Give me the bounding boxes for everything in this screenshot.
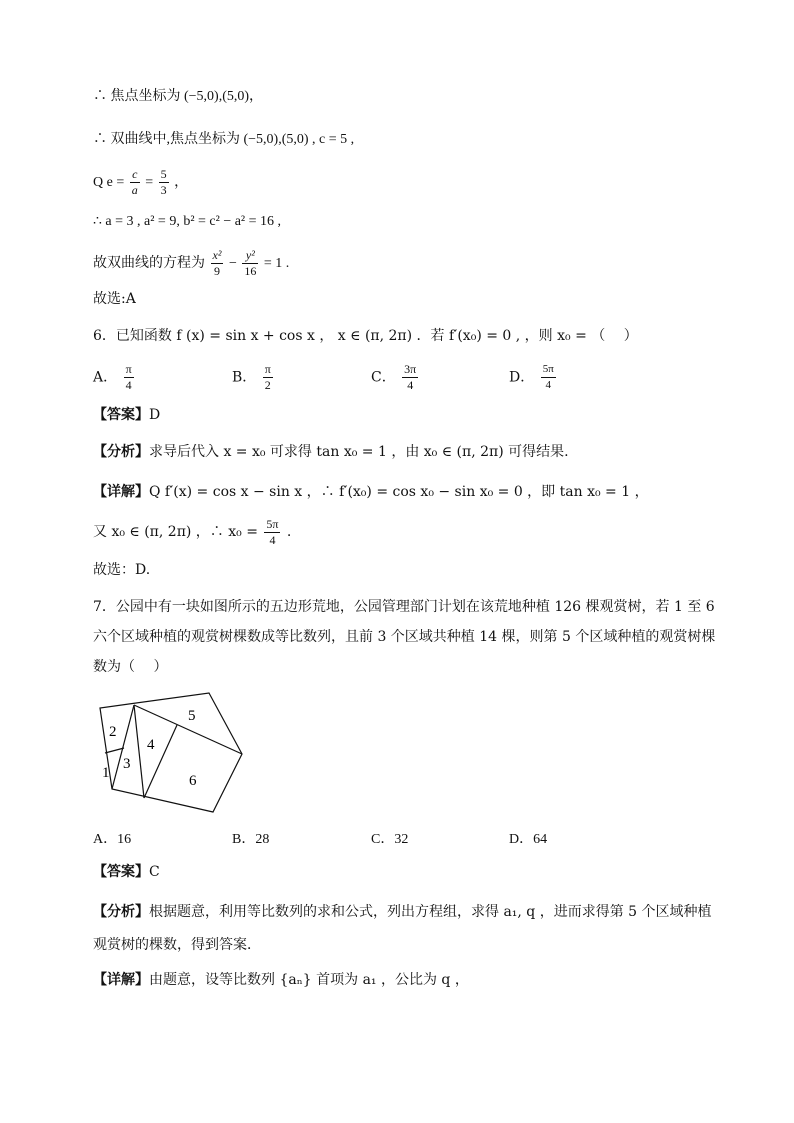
solution-line-foci: ∴ 焦点坐标为 (−5,0),(5,0)， (93, 89, 264, 104)
q6-option-c: C． $\frac{3\pi}{4}$ (371, 362, 417, 392)
q6-option-d: D． $\frac{5\pi}{4}$ (509, 363, 554, 391)
q7-option-a: A．16 (93, 832, 132, 847)
q6-detail: 【详解】Q f′(x) = cos x − sin x ，∴ f′(x₀) = cos x₀ − sin x₀ = 0 ，即 tan x₀ = 1 ， (93, 484, 649, 500)
region-label-4: 4 (147, 737, 155, 753)
solution-line-equation: 故双曲线的方程为 $\frac{\text{x²}}{9}$ − $\frac{\text{y²}}{16}$ = 1 . (93, 248, 290, 279)
q6-answer: 【答案】D (93, 407, 161, 423)
q6-analysis: 【分析】求导后代入 x = x₀ 可求得 tan x₀ = 1 ，由 x₀ ∈ (π, 2π) 可得结果. (93, 444, 569, 460)
fraction-5-over-3: $\frac{5}{3}$ (160, 167, 167, 198)
fraction-c-over-a: $\frac{c}{a}$ (131, 167, 138, 198)
region-label-5: 5 (188, 708, 196, 724)
q7-analysis-line2: 观赏树的棵数，得到答案． (93, 937, 261, 953)
q7-stem-line1: 7．公园中有一块如图所示的五边形荒地，公园管理部门计划在该荒地种植 126 棵观赏树，若 1 至 6 (93, 599, 715, 615)
q7-stem-line3: 数为（ ） (93, 659, 168, 675)
solution-choice: 故选:A (93, 291, 136, 307)
q7-option-b: B．28 (232, 832, 270, 847)
region-label-1: 1 (102, 765, 110, 781)
solution-line-a-b: ∴ a = 3 , a² = 9, b² = c² − a² = 16 , (93, 214, 282, 229)
pentagon-diagram (95, 688, 250, 816)
q6-choice: 故选：D. (93, 562, 151, 578)
region-label-6: 6 (189, 773, 197, 789)
solution-line-eccentricity: Q e = $\frac{c}{a}$ = $\frac{5}{3}$ ， (93, 167, 189, 198)
fraction-x2-over-9: $\frac{\text{x²}}{9}$ (212, 248, 222, 279)
solution-line-hyperbola-c: ∴ 双曲线中,焦点坐标为 (−5,0),(5,0) , c = 5 , (93, 132, 355, 147)
q6-stem: 6．已知函数 f (x) = sin x + cos x ， x ∈ (π, 2π) ．若 f′(x₀) = 0 , ，则 x₀ = （ ） (93, 328, 638, 344)
q7-answer: 【答案】C (93, 864, 160, 880)
region-label-3: 3 (123, 756, 131, 772)
region-label-2: 2 (109, 724, 117, 740)
q7-analysis-line1: 【分析】根据题意，利用等比数列的求和公式，列出方程组，求得 a₁, q ，进而求得第 5 个区域种植 (93, 904, 712, 920)
q6-option-b: B． $\frac{\pi}{2}$ (232, 362, 271, 392)
q7-detail: 【详解】由题意，设等比数列 {aₙ} 首项为 a₁ ，公比为 q ， (93, 972, 469, 988)
q6-option-a: A． $\frac{\pi}{4}$ (93, 362, 132, 392)
q7-option-d: D．64 (509, 832, 548, 847)
q7-option-c: C．32 (371, 832, 409, 847)
q7-stem-line2: 六个区域种植的观赏树棵数成等比数列，且前 3 个区域共种植 14 棵，则第 5 个区域种植的观赏树棵 (93, 629, 716, 645)
q6-detail-cont: 又 x₀ ∈ (π, 2π) ，∴ x₀ = $\frac{5\pi}{4}$ . (93, 516, 292, 547)
fraction-y2-over-16: $\frac{\text{y²}}{16}$ (244, 248, 257, 279)
